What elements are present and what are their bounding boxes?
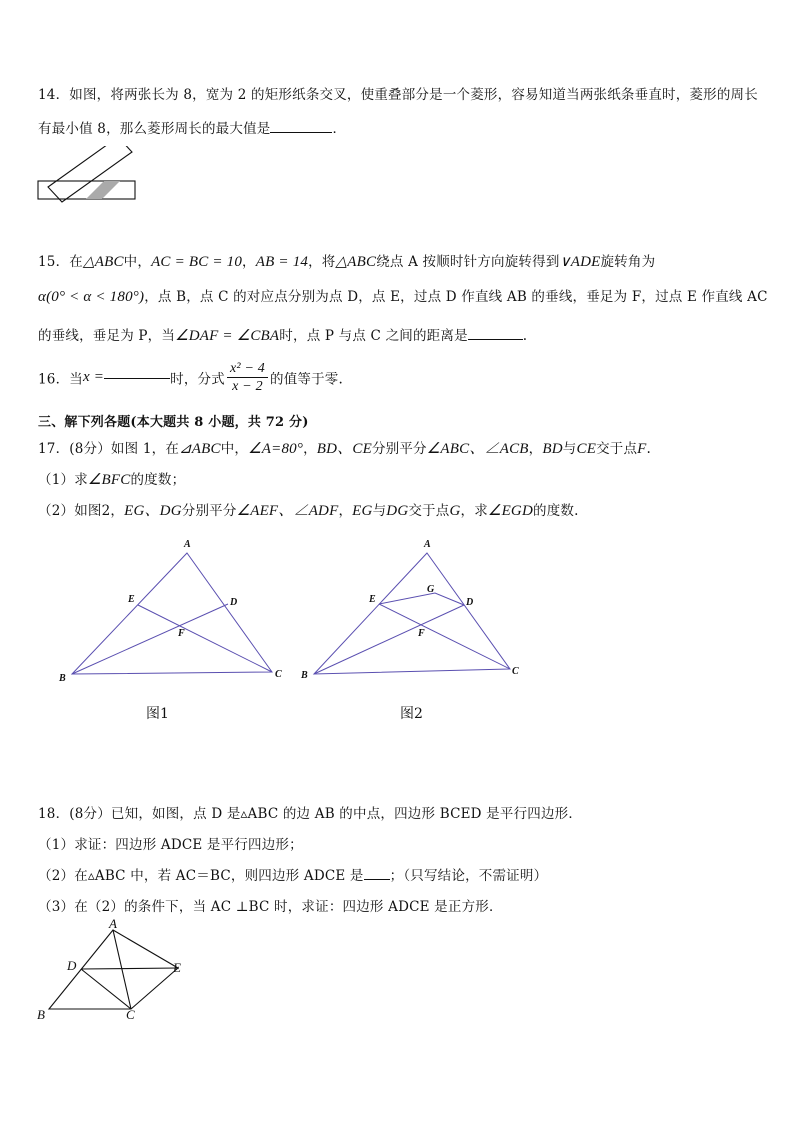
q18-figure [34,918,194,1023]
segment-bd [314,605,464,674]
q18-answer-blank [364,878,390,880]
section-heading: 三、解下列各题(本大题共 8 小题，共 72 分) [38,415,309,430]
label-c: C [275,669,282,680]
label-g: G [427,584,435,595]
segment-ce [138,605,272,672]
segment-bd [72,604,228,674]
diagonal-strip [48,146,132,202]
q16-fraction: $\frac{\text{x² − 4}}{x - 2}$ [227,360,268,395]
triangle-abc [72,553,272,674]
q18-part2: （2）在▵ABC 中，若 AC＝BC，则四边形 ADCE 是 ；（只写结论，不需证明） [38,868,548,884]
label-b: B [59,673,66,684]
q14-line1: 14．如图，将两张长为 8，宽为 2 的矩形纸条交叉，使重叠部分是一个菱形，容易知道当两张纸条垂直时，菱形的周长 [38,87,758,103]
label-f: F [178,628,185,639]
q14-line2: 有最小值 8，那么菱形周长的最大值是 ． [38,121,347,137]
label-a: A [424,539,431,550]
label-b: B [37,1007,45,1022]
q17-line1: 17．(8分）如图 1，在⊿ABC中，∠A=80°，BD、CE分别平分∠ABC、∠ACB，BD与CE交于点F. [38,441,652,457]
q18-part3: （3）在（2）的条件下，当 AC ⊥BC 时，求证：四边形 ADCE 是正方形． [38,899,503,915]
q15-line3: 的垂线，垂足为 P，当∠DAF = ∠CBA时，点 P 与点 C 之间的距离是 . [38,328,528,344]
q14-text: 有最小值 8，那么菱形周长的最大值是 [38,121,271,137]
label-d: D [230,597,238,608]
q15-line1: 15．在△ABC中，AC = BC = 10，AB = 14，将△ABC绕点 A 按顺时针方向旋转得到∨ADE旋转角为 [38,254,656,270]
label-a: A [109,918,117,931]
q14-answer-blank [270,131,332,133]
q18-part1: （1）求证：四边形 ADCE 是平行四边形； [38,837,303,853]
overlap-rhombus [86,181,120,199]
figure1-caption: 图1 [146,706,169,722]
segments-eg-gd [379,593,464,605]
segment-de [81,968,178,969]
triangle-abc [314,553,510,674]
q17-figure2 [296,535,536,685]
label-e: E [128,594,135,605]
q17-part1: （1）求∠BFC的度数； [38,472,186,488]
label-b: B [301,670,308,681]
q14-strips-figure [36,146,140,204]
label-a: A [184,539,191,550]
figure2-caption: 图2 [400,706,423,722]
q15-answer-blank [468,338,523,340]
label-e: E [369,594,376,605]
q17-part2: （2）如图2，EG、DG分别平分∠AEF、∠ADF，EG与DG交于点G，求∠EGD的度数. [38,503,579,519]
q16-answer-blank [104,377,170,379]
label-d: D [67,958,77,973]
q16-line: 16．当x = 时，分式 $\frac{\text{x² − 4}}{x - 2}$ 的值等于零. [38,361,343,394]
label-c: C [512,666,519,677]
label-f: F [418,628,425,639]
q15-line2: α(0° < α < 180°)，点 B，点 C 的对应点分别为点 D，点 E，过点 D 作直线 AB 的垂线，垂足为 F，过点 E 作直线 AC [38,289,768,305]
q18-line1: 18．(8分）已知，如图，点 D 是▵ABC 的边 AB 的中点，四边形 BCED 是平行四边形． [38,806,583,822]
label-e: E [173,960,181,975]
label-c: C [126,1007,135,1022]
q17-figure1 [50,535,300,685]
label-d: D [466,597,474,608]
